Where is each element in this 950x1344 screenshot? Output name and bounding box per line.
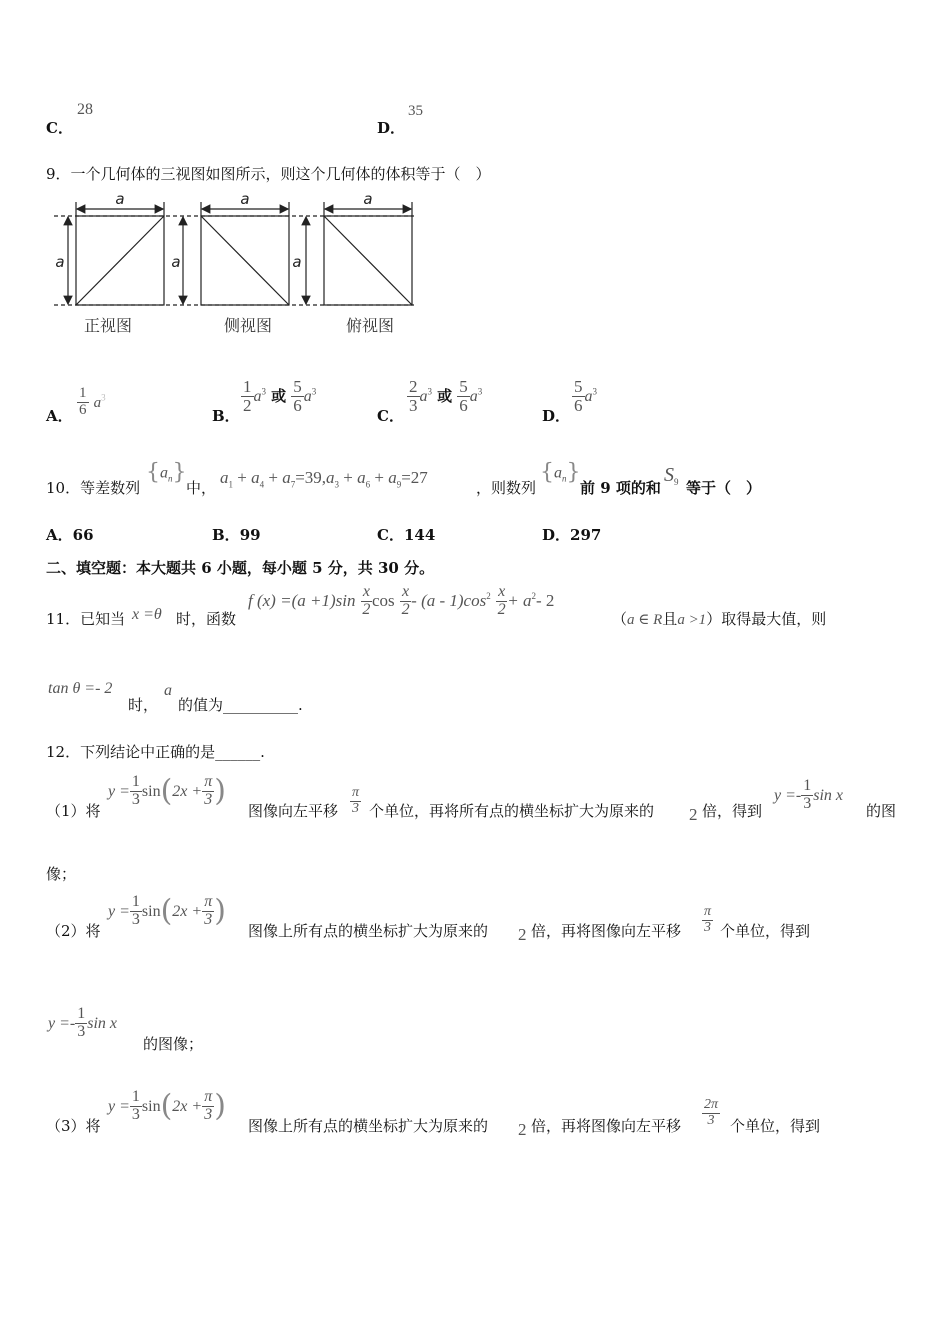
q10-option-b: B．99 xyxy=(212,526,261,544)
q11-line2-tail: 的值为__________. xyxy=(178,696,303,714)
q12-item2-prefix: （2）将 xyxy=(46,922,101,940)
section-2-heading: 二、填空题：本大题共 6 小题，每小题 5 分，共 30 分。 xyxy=(46,559,435,577)
side-view-dim-left: a xyxy=(171,253,181,271)
q12-item1-prefix: （1）将 xyxy=(46,802,101,820)
q9-stem: 9．一个几何体的三视图如图所示，则这个几何体的体积等于（ ） xyxy=(46,165,491,183)
front-view-diagonal xyxy=(76,216,164,305)
front-view-label: 正视图 xyxy=(83,316,133,335)
top-view-label: 俯视图 xyxy=(345,316,395,335)
top-view-dim-left: a xyxy=(292,253,302,271)
q9-option-b-expr: $\frac{1}{2}$ $a^3$ 或 $\frac{5}{6}$ $a^3$ xyxy=(243,377,317,415)
side-view-dim-top: a xyxy=(240,190,250,208)
q8-option-c-value: 28 xyxy=(77,101,93,118)
q8-option-d-value: 35 xyxy=(408,103,423,119)
q12-answer-blank[interactable]: ______ xyxy=(215,743,261,761)
q11-answer-blank[interactable]: __________ xyxy=(223,696,299,714)
q12-item2-mid2: 倍，再将图像向左平移 xyxy=(531,922,682,940)
q12-item1-factor: 2 xyxy=(689,805,698,824)
q12-item2-mid1: 图像上所有点的横坐标扩大为原来的 xyxy=(248,922,489,940)
q12-item3-mid2: 倍，再将图像向左平移 xyxy=(531,1117,682,1135)
q9-option-b-label: B． xyxy=(212,407,240,425)
q10-mid: 中， xyxy=(186,479,217,497)
q9-option-c-label: C． xyxy=(377,407,404,425)
q11-x-eq: x =θ xyxy=(132,606,162,623)
side-view-diagonal xyxy=(201,216,289,305)
q10-seq-1: $\{a_n\}$ xyxy=(146,460,187,485)
q12-item3-factor: 2 xyxy=(518,1120,527,1139)
q12-item1-mid2: 个单位，再将所有点的横坐标扩大为原来的 xyxy=(369,802,655,820)
q12-item3-prefix: （3）将 xyxy=(46,1117,101,1135)
q10-tail: 前 9 项的和 xyxy=(580,479,661,497)
q12-item2-shift: $\frac{\pi}{3}$ xyxy=(704,904,712,935)
q12-item2-func: y = $\frac{1}{3}$ sin(2x + $\frac{\pi}{3}$ ) xyxy=(108,893,226,929)
q12-item2-result: y =- $\frac{1}{3}$ sin x xyxy=(48,1005,118,1040)
q10-option-c: C．144 xyxy=(377,526,436,544)
q12-item3-mid1: 图像上所有点的横坐标扩大为原来的 xyxy=(248,1117,489,1135)
q12-item3-shift: $\frac{2\pi}{3}$ xyxy=(704,1097,719,1128)
q12-item1-tail: 的图 xyxy=(866,802,897,820)
top-view-diagonal xyxy=(324,216,412,305)
q10-seq-2: $\{a_n\}$ xyxy=(540,460,581,485)
q11-tan-condition: tan θ =- 2 xyxy=(48,680,113,697)
q12-item3-func: y = $\frac{1}{3}$ sin(2x + $\frac{\pi}{3}$ ) xyxy=(108,1088,226,1124)
q11-mid: 时，函数 xyxy=(176,610,237,628)
q10-option-d: D．297 xyxy=(542,526,602,544)
q9-option-a-label: A． xyxy=(46,407,73,425)
q11-var-a: a xyxy=(164,682,172,699)
q11-line2-mid: 时， xyxy=(128,696,159,714)
q12-item1-wrap: 像； xyxy=(46,865,77,883)
q10-then: ，则数列 xyxy=(476,479,537,497)
q9-option-d-label: D． xyxy=(542,407,571,425)
q12-item1-result: y =- $\frac{1}{3}$ sin x xyxy=(774,777,844,812)
q12-item1-shift: $\frac{\pi}{3}$ xyxy=(352,785,360,816)
q9-option-c-expr: $\frac{2}{3}$ $a^3$ 或 $\frac{5}{6}$ $a^3$ xyxy=(409,377,483,415)
q8-option-c-label: C． xyxy=(46,119,73,137)
q12-item2-factor: 2 xyxy=(518,925,527,944)
front-view-dim-top: a xyxy=(115,190,125,208)
front-view-dim-left: a xyxy=(55,253,65,271)
q12-item3-mid3: 个单位，得到 xyxy=(730,1117,821,1135)
top-view-dim-top: a xyxy=(363,190,373,208)
q8-option-d-label: D． xyxy=(377,119,406,137)
q12-item2-tail: 的图像； xyxy=(143,1035,204,1053)
q10-option-a: A．66 xyxy=(46,526,94,544)
three-views-figure xyxy=(46,188,426,340)
q10-s9: $S_9$ xyxy=(664,464,679,488)
q11-function: f (x) =(a +1)sin $\frac{x}{2}$ cos $\frac{x}{2}$ - $(a - 1)\cos^2$ $\frac{x}{2}$ + $a^2-$ 2 xyxy=(248,583,555,618)
q9-option-a-expr: $\frac{1}{6}$ $a^3$ xyxy=(79,385,106,418)
q12-item2-mid3: 个单位，得到 xyxy=(720,922,811,940)
q11-condition: （a ∈ R且a >1）取得最大值，则 xyxy=(612,610,827,628)
q12-stem: 12．下列结论中正确的是______. xyxy=(46,743,265,761)
q10-number: 10．等差数列 xyxy=(46,479,141,497)
q11-prefix: 11．已知当 xyxy=(46,610,126,628)
q12-item1-mid1: 图像向左平移 xyxy=(248,802,339,820)
side-view-label: 侧视图 xyxy=(223,316,273,335)
q9-option-d-expr: $\frac{5}{6}$ $a^3$ xyxy=(574,377,597,415)
q10-condition: $a_1 + a_4 + a_7=39,a_3 + a_6 + a_9=27$ xyxy=(220,468,428,490)
q12-item1-func: y = $\frac{1}{3}$ sin(2x + $\frac{\pi}{3}$ ) xyxy=(108,773,226,809)
q10-tail2: 等于（ ） xyxy=(686,479,762,497)
q12-item1-mid3: 倍，得到 xyxy=(702,802,763,820)
